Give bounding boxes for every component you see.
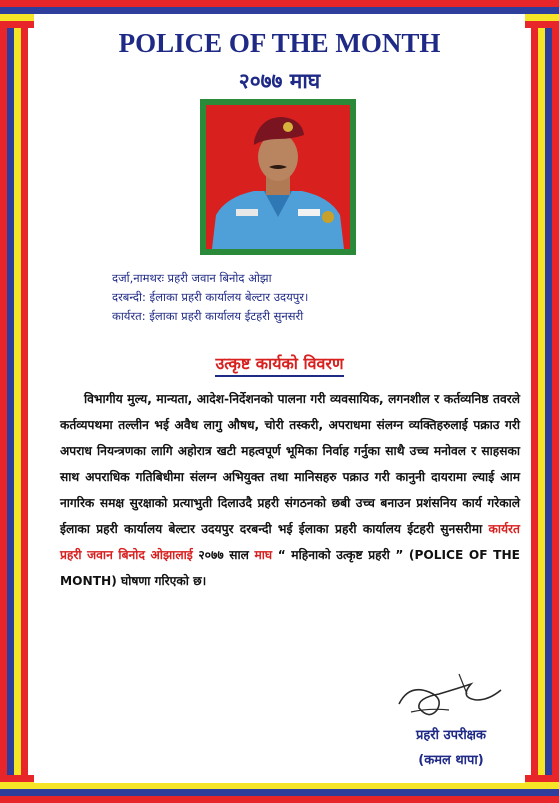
section-heading [34, 352, 525, 374]
officer-info [112, 269, 308, 326]
border-right [531, 0, 559, 803]
officer-portrait-icon [206, 105, 350, 249]
signatory-title: प्रहरी उपरीक्षक [415, 728, 486, 743]
citation-text [60, 386, 520, 594]
signature-icon [389, 664, 509, 724]
citation-highlight-officer: कार्यरत प्रहरी जवान बिनोद ओझालाई [60, 522, 520, 562]
certificate-panel [34, 14, 525, 783]
citation-part-1: विभागीय मुल्य, मान्यता, आदेश-निर्देशनको पालना गरी व्यवसायिक, लगनशील र कर्तव्यनिष्ठ तवरले कर्तव्यपथमा तल्लीन भई अवैध लागु औषध, चोरी तस्करी, अपराधमा संलग्न व्यक्तिहरुलाई पक्राउ गरी अपराध नियन्त्रणका लागि अहोरात्र खटी महत्वपूर्ण भूमिका निर्वाह गर्नुका साथै उच्च मनोवल र साहसका साथ अपराधिक गतिबिधीमा संलग्न अभियुक्त तथा मानिसहरु पक्राउ गरी कानुनी दायरामा ल्याई आम नागरिक समक्ष सुरक्षाको प्रत्याभुती दिलाउदै प्रहरी संगठनको छबी उच्च बनाउन प्रशंसनिय कार्य गरेकाले ईलाका प्रहरी कार्यालय बेल्टार उदयपुर दरबन्दी भई ईलाका प्रहरी कार्यालय ईटहरी सुनसरीमा [60, 392, 520, 536]
citation-highlight-month: माघ [254, 548, 273, 562]
citation-part-2: २०७७ साल [198, 548, 249, 562]
page-subtitle: २०७७ माघ [238, 69, 321, 93]
officer-photo [200, 99, 356, 255]
officer-posting: दरबन्दी: ईलाका प्रहरी कार्यालय बेल्टार उदयपुर। [112, 290, 309, 304]
signatory-name: (कमल थापा) [418, 753, 484, 768]
officer-working-at: कार्यरत: ईलाका प्रहरी कार्यालय ईटहरी सुनसरी [112, 309, 304, 323]
officer-rank-name: दर्जा,नामथरः प्रहरी जवान बिनोद ओझा [112, 271, 272, 285]
citation-part-3: “ महिनाको उत्कृष्ट प्रहरी ” (POLICE OF THE MONTH) घोषणा गरिएको छ। [60, 548, 520, 588]
border-left [0, 0, 28, 803]
officer-photo-image [206, 105, 350, 249]
section-title: उत्कृष्ट कार्यको विवरण [215, 354, 343, 377]
page-title: POLICE OF THE MONTH [118, 28, 441, 58]
